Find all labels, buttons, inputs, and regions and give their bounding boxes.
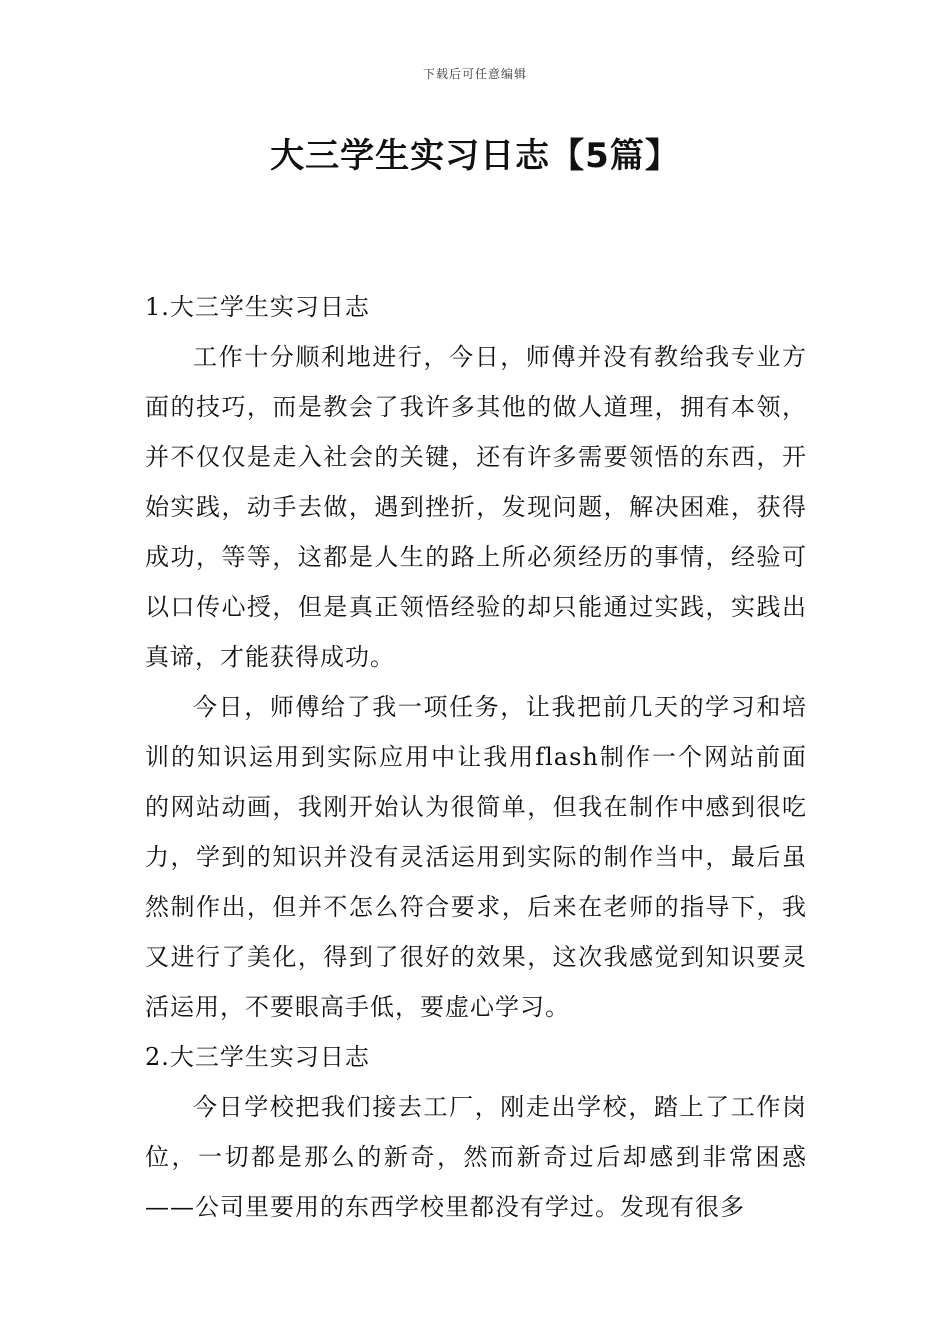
document-title: 大三学生实习日志【5篇】: [270, 136, 680, 176]
section-heading-2: 2.大三学生实习日志: [145, 1043, 370, 1071]
document-body: [145, 282, 807, 1232]
section-2-paragraph-1: 今日学校把我们接去工厂，刚走出学校，踏上了工作岗位，一切都是那么的新奇，然而新奇过后却感到非常困惑——公司里要用的东西学校里都没有学过。发现有很多: [145, 1093, 807, 1221]
section-1-paragraph-2: 今日，师傅给了我一项任务，让我把前几天的学习和培训的知识运用到实际应用中让我用flash制作一个网站前面的网站动画，我刚开始认为很简单，但我在制作中感到很吃力，学到的知识并没有灵活运用到实际的制作当中，最后虽然制作出，但并不怎么符合要求，后来在老师的指导下，我又进行了美化，得到了很好的效果，这次我感觉到知识要灵活运用，不要眼高手低，要虚心学习。: [145, 693, 807, 1021]
section-1-paragraph-1: 工作十分顺利地进行，今日，师傅并没有教给我专业方面的技巧，而是教会了我许多其他的做人道理，拥有本领，并不仅仅是走入社会的关键，还有许多需要领悟的东西，开始实践，动手去做，遇到挫折，发现问题，解决困难，获得成功，等等，这都是人生的路上所必须经历的事情，经验可以口传心授，但是真正领悟经验的却只能通过实践，实践出真谛，才能获得成功。: [145, 343, 807, 671]
header-note: 下载后可任意编辑: [422, 67, 527, 81]
section-heading-1: 1.大三学生实习日志: [145, 293, 370, 321]
